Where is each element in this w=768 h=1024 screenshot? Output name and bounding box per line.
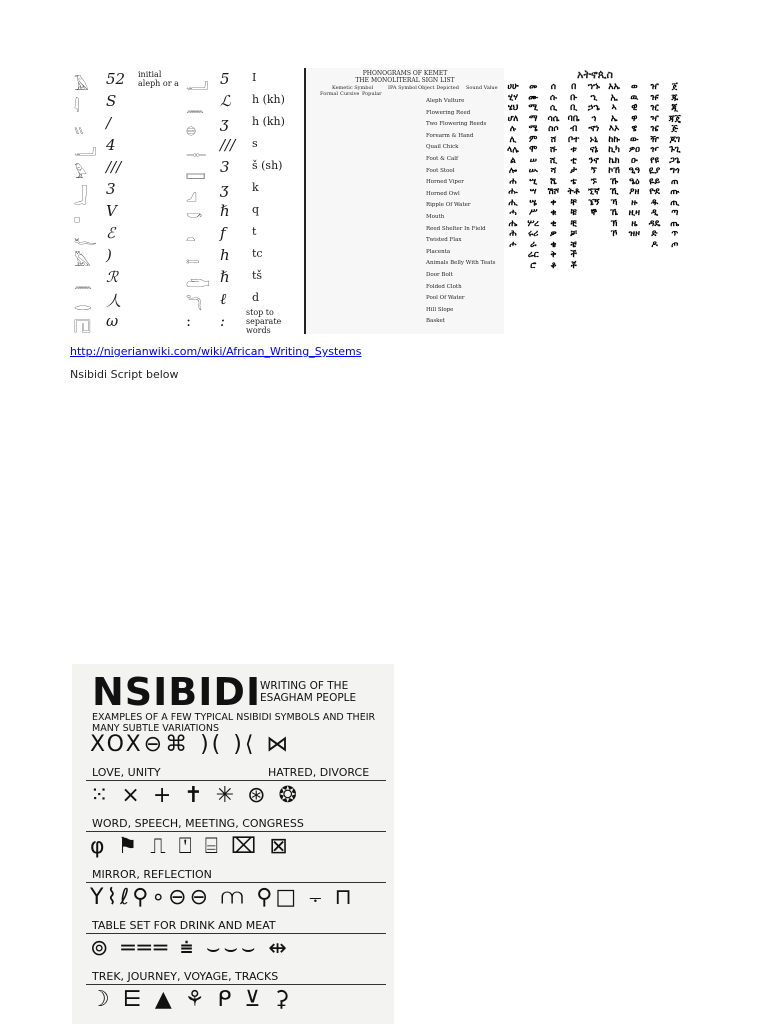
sign-sound-value: h (kh) — [252, 93, 285, 106]
ethiopic-column: ኀኁኂኃኄኅኆነኑኒናኔንኖኘኙኚኛኜኝኞ — [587, 82, 600, 218]
sign-glyph-cursive-2: h — [220, 246, 230, 264]
nsibidi-symbols: ⊚ ═══ ⩧ ⌣⌣⌣ ⇹ — [90, 936, 290, 961]
phonogram-object-label: Quail Chick — [426, 144, 459, 151]
phonogram-object-label: Ripple Of Water — [426, 202, 471, 209]
phonogram-object-label: Two Flowering Reeds — [426, 121, 487, 128]
sign-glyph-hieroglyph-2: 𓆓 — [186, 296, 203, 314]
nsibidi-symbols: Y⌇ℓ⚲∘⊖⊖ ⩋ ⚲□ ⨪ ⊓ — [90, 885, 355, 910]
sign-note: initial aleph or a — [138, 70, 179, 88]
sign-glyph-cursive-2: /// — [220, 136, 236, 154]
phonogram-object-label: Foot & Calf — [426, 156, 459, 162]
nsibidi-row-label-right: HATRED, DIVORCE — [268, 766, 370, 779]
sign-glyph-cursive-2: f — [220, 224, 226, 242]
phonogram-object-label: Basket — [426, 318, 445, 325]
phonogram-object-label: Horned Owl — [426, 190, 460, 197]
nsibidi-divider — [86, 780, 386, 781]
sign-glyph-cursive-2: ℏ — [220, 202, 230, 220]
sign-note: stop to separate words — [246, 308, 282, 334]
sub-header-popular: Popular — [362, 91, 382, 97]
sign-sound-value: tš — [252, 269, 263, 282]
sign-sound-value: h (kh) — [252, 115, 285, 128]
sign-glyph-hieroglyph-2: 𓈙 — [186, 164, 206, 182]
col-header-sound: Sound Value — [466, 85, 498, 91]
sign-sound-value: q — [252, 203, 260, 216]
phonogram-object-label: Door Bolt — [426, 272, 453, 278]
sign-glyph-cursive: ℛ — [106, 268, 118, 286]
nsibidi-symbols: ⁙ × + ✝ ✳ ⊛ ❂ — [90, 783, 300, 808]
sign-glyph-hieroglyph: 𓅓 — [74, 252, 91, 270]
sign-glyph-cursive: ) — [106, 246, 112, 264]
col-header-object: Object Depicted — [418, 85, 459, 91]
phonogram-object-label: Foot Stool — [426, 167, 455, 174]
african-writing-systems-link[interactable]: http://nigerianwiki.com/wiki/African_Writing_Systems — [70, 345, 362, 358]
nsibidi-divider — [86, 984, 386, 985]
sign-glyph-hieroglyph: 𓊪 — [74, 208, 81, 226]
sign-glyph-cursive-2: 3 — [220, 158, 230, 176]
nsibidi-row-label: MIRROR, REFLECTION — [92, 868, 212, 881]
phonogram-object-label: Horned Viper — [426, 179, 464, 186]
sign-glyph-cursive-2: 5 — [220, 70, 230, 88]
phonogram-object-label: Aleph Vulture — [426, 98, 465, 104]
phonograms-subtitle: THE MONOLITERAL SIGN LIST — [355, 77, 455, 84]
sign-glyph-hieroglyph: 𓏭 — [74, 120, 84, 138]
sign-glyph-cursive: /// — [106, 158, 122, 176]
ethiopic-column: ወዉዊዋዌውዎዐዑዒዓዔዕዖዘዙዚዛዜዝዞ — [628, 82, 641, 239]
sign-glyph-hieroglyph-2: 𓍿 — [186, 252, 200, 270]
sign-glyph-hieroglyph: 𓆑 — [74, 230, 97, 248]
ethiopic-column: ዠዡዢዣዤዥዦየዩዪያዬይዮደዱዲዳዴድዶ — [648, 82, 661, 250]
nsibidi-row-label: LOVE, UNITY — [92, 766, 161, 779]
nsibidi-divider — [86, 882, 386, 883]
sign-sound-value: tc — [252, 247, 263, 260]
nsibidi-divider — [86, 933, 386, 934]
sign-sound-value: I — [252, 71, 257, 84]
nsibidi-intro: EXAMPLES OF A FEW TYPICAL NSIBIDI SYMBOLS AND THEIR MANY SUBTLE VARIATIONS — [92, 712, 376, 734]
sign-glyph-cursive: V — [106, 202, 117, 220]
sign-sound-value: k — [252, 181, 259, 194]
sign-glyph-cursive-2: ℓ — [220, 290, 227, 308]
sign-glyph-hieroglyph: 𓂋 — [74, 296, 92, 314]
sign-glyph-cursive: 人 — [106, 292, 122, 310]
ethiopic-column: መሙሚማሜምሞሠሡሢሣሤሥሦረሩሪራሬርሮ — [527, 82, 540, 271]
sign-glyph-cursive-2: ʒ — [220, 114, 229, 132]
phonograms-title: PHONOGRAMS OF KEMET — [362, 70, 448, 77]
nsibidi-symbols: φ ⚑ ⎍ ⍞ ⌸ ⌧ ⊠ — [90, 834, 291, 859]
ethiopic-column: ጀጁጂጃጄጅጆገጉጊጋጌግጎጠጡጢጣጤጥጦ — [668, 82, 681, 250]
ethiopic-column: ሀሁሂሃሄህሆለሉሊላሌልሎሐሑሒሓሔሕሖ — [507, 82, 519, 250]
nsibidi-row-label: WORD, SPEECH, MEETING, CONGRESS — [92, 817, 304, 830]
sign-sound-value: d — [252, 291, 260, 304]
sign-glyph-cursive: 3 — [106, 180, 116, 198]
sign-glyph-hieroglyph-2: 𓎡 — [186, 208, 203, 226]
hieroglyph-sign-list-panel — [68, 68, 304, 334]
sign-glyph-hieroglyph: 𓂝 — [74, 142, 97, 160]
phonogram-object-label: Pool Of Water — [426, 295, 465, 302]
col-header-ipa: IPA Symbol — [388, 85, 417, 91]
ethiopic-column: አኡኢኣኤእኦከኩኪካኬክኮኸኹኺኻኼኽኾ — [608, 82, 620, 239]
nsibidi-divider — [86, 831, 386, 832]
phonogram-object-label: Folded Cloth — [426, 283, 462, 290]
sign-glyph-hieroglyph-2: 𓂧 — [186, 274, 210, 292]
sign-sound-value: s — [252, 137, 258, 150]
sign-glyph-cursive: 4 — [106, 136, 116, 154]
phonogram-object-label: Animals Belly With Teats — [426, 260, 496, 267]
sign-sound-value: š (sh) — [252, 159, 283, 172]
caption-nsibidi-below: Nsibidi Script below — [70, 368, 179, 381]
sign-glyph-hieroglyph-2: 𓐍 — [186, 120, 197, 138]
sign-glyph-cursive: ℰ — [106, 224, 116, 242]
writing-systems-figure — [68, 68, 686, 334]
phonogram-object-label: Flowering Reed — [426, 109, 471, 116]
phonogram-object-label: Twisted Flax — [426, 237, 462, 244]
nsibidi-row-label: TREK, JOURNEY, VOYAGE, TRACKS — [92, 970, 279, 983]
nsibidi-title: NSIBIDI — [92, 670, 262, 714]
nsibidi-figure — [72, 664, 394, 1024]
sign-glyph-cursive-2: ℒ — [220, 92, 231, 110]
ethiopic-syllabary-panel — [504, 68, 686, 334]
nsibidi-symbols: XOX⊖⌘ )( )⟨ ⋈ — [90, 732, 292, 757]
sign-glyph-hieroglyph: 𓄿 — [74, 76, 89, 94]
phonogram-object-label: Mouth — [426, 214, 445, 220]
sign-sound-value: t — [252, 225, 257, 238]
sign-glyph-cursive: 52 — [106, 70, 126, 88]
sign-glyph-cursive-2: ʒ — [220, 180, 229, 198]
sign-glyph-hieroglyph: 𓈖 — [74, 274, 92, 292]
sign-glyph-hieroglyph: 𓅱 — [74, 164, 87, 182]
nsibidi-subtitle: WRITING OF THE ESAGHAM PEOPLE — [260, 680, 357, 704]
col-header-kemetic: Kemetic Symbol — [332, 85, 374, 91]
sign-glyph-hieroglyph: 𓉔 — [74, 318, 91, 334]
sign-glyph-hieroglyph-2: 𓂝 — [186, 76, 209, 94]
nsibidi-symbols: ☽ ⋿ ▲ ⚘ ᑭ ⊻ ⚳ — [90, 987, 293, 1012]
sign-glyph-hieroglyph: 𓇋 — [74, 98, 80, 116]
phonogram-object-label: Forearm & Hand — [426, 132, 474, 139]
sign-glyph-cursive: / — [106, 114, 112, 132]
sign-glyph-hieroglyph-2: 𓊃 — [186, 142, 207, 160]
phonogram-object-label: Hill Slope — [426, 306, 454, 313]
sub-header-cursive: Cursive — [340, 91, 360, 97]
phonogram-object-label: Reed Shelter In Field — [426, 225, 486, 232]
ethiopic-title: አትኖጲስ — [577, 68, 613, 81]
ethiopic-column: በቡቢባቤብቦተቱቲታቴትቶቸቹቺቻቼችቾ — [567, 82, 580, 271]
phonograms-of-kemet-panel — [304, 68, 506, 334]
ethiopic-column: ሰሱሲሳሴስሶሸሹሺሻሼሽሾቀቁቂቃቄቅቆ — [547, 82, 560, 271]
sign-glyph-hieroglyph-2: 𓈖 — [186, 98, 204, 116]
sign-glyph-cursive-2: : — [220, 312, 226, 330]
sign-glyph-cursive: S — [106, 92, 117, 110]
sign-glyph-hieroglyph-2: : — [186, 312, 192, 330]
sign-glyph-hieroglyph: 𓃀 — [74, 186, 88, 204]
sign-glyph-cursive: ω — [106, 312, 119, 330]
sign-glyph-hieroglyph-2: 𓈎 — [186, 186, 197, 204]
sub-header-formal: Formal — [320, 91, 338, 97]
phonogram-object-label: Placenta — [426, 248, 451, 255]
sign-glyph-hieroglyph-2: 𓏏 — [186, 230, 196, 248]
sign-glyph-cursive-2: ℏ — [220, 268, 230, 286]
nsibidi-row-label: TABLE SET FOR DRINK AND MEAT — [92, 919, 276, 932]
